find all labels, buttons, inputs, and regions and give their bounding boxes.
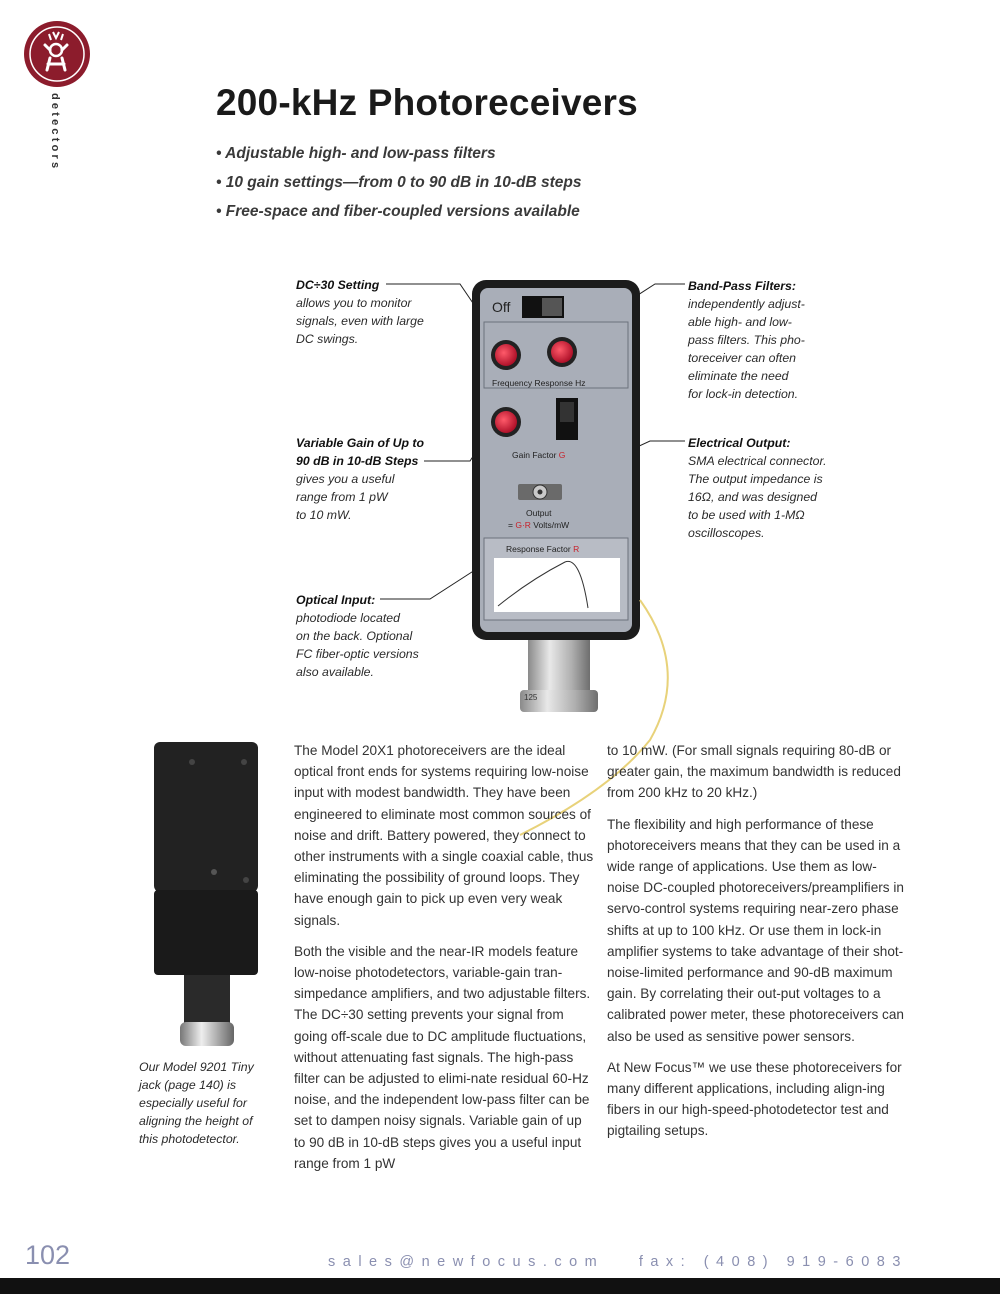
gain-symbol: G bbox=[558, 450, 566, 460]
feature-bullet: • Adjustable high- and low-pass filters bbox=[216, 145, 496, 162]
body-paragraph: Both the visible and the near-IR models feature low-noise photodetectors, variable-gain tran-simpedance amplifiers, and two adjustable filters. The DC÷30 setting prevents your signal from going off-scale due to DC amplitude fluctuations, without attenuating fast signals. The high-pass filter can be adjusted to elimi-nate residual 60-Hz noise, and the independent low-pass filter can be set to dampen noisy signals. Variable gain of up to 90 dB in 10-dB steps gives you a useful input range from 1 pW bbox=[294, 943, 591, 1171]
photo-caption: Our Model 9201 Tiny jack (page 140) is especially useful for aligning the height of this photodetector. bbox=[139, 1060, 254, 1146]
callout-optical-input: Optical Input: photodiode located on the back. Optional FC fiber-optic versions also available. bbox=[296, 591, 461, 681]
callout-heading: 90 dB in 10-dB Steps bbox=[296, 454, 419, 468]
response-factor-label: Response Factor bbox=[506, 544, 571, 554]
frequency-response-label: Frequency Response Hz bbox=[492, 378, 586, 388]
output-formula-suffix: Volts/mW bbox=[530, 520, 570, 530]
body-paragraph: to 10 mW. (For small signals requiring 80-dB or greater gain, the maximum bandwidth is reduced from 200 kHz to 20 kHz.) bbox=[607, 743, 901, 801]
callout-dc30-setting: DC÷30 Setting allows you to monitor signals, even with large DC swings. bbox=[296, 276, 456, 348]
callout-electrical-output: Electrical Output: SMA electrical connector. The output impedance is 16Ω, and was designed to be used with 1-MΩ oscilloscopes. bbox=[688, 434, 863, 542]
callout-heading: Band-Pass Filters: bbox=[688, 279, 796, 293]
section-tag: detectors bbox=[49, 93, 61, 172]
body-column-2 bbox=[607, 740, 905, 1152]
svg-text:Response Factor R bbox=[506, 544, 579, 554]
callout-heading: DC÷30 Setting bbox=[296, 278, 380, 292]
response-symbol: R bbox=[573, 544, 580, 554]
page-number: 102 bbox=[25, 1240, 71, 1270]
gain-factor-label: Gain Factor bbox=[512, 450, 557, 460]
callout-band-pass-filters: Band-Pass Filters: independently adjust- able high- and low- pass filters. This pho- toreceiver can often eliminate the need for lock-in detection. bbox=[688, 277, 853, 403]
tiny-jack-mount-photo bbox=[150, 740, 262, 1050]
body-paragraph: At New Focus™ we use these photoreceivers for many different applications, including align-ing fibers in our high-speed-photodetector test and pigtailing setups. bbox=[607, 1059, 902, 1139]
svg-text:= G·R Volts/mW bbox=[508, 520, 569, 530]
output-formula-prefix: = bbox=[508, 520, 516, 530]
callout-heading: Electrical Output: bbox=[688, 436, 791, 450]
body-column-1 bbox=[294, 740, 596, 1184]
svg-text:Gain Factor G bbox=[512, 450, 565, 460]
page-title: 200-kHz Photoreceivers bbox=[216, 82, 638, 123]
callout-heading: Variable Gain of Up to bbox=[296, 436, 424, 450]
output-label: Output bbox=[526, 508, 552, 518]
callout-heading: Optical Input: bbox=[296, 593, 376, 607]
callout-variable-gain: Variable Gain of Up to 90 dB in 10-dB Steps gives you a useful range from 1 pW to 10 mW. bbox=[296, 434, 461, 524]
feature-bullet: • 10 gain settings—from 0 to 90 dB in 10-dB steps bbox=[216, 174, 582, 191]
footer-contact: sales@newfocus.com fax: (408) 919-6083 bbox=[328, 1254, 908, 1270]
footer-bar bbox=[0, 1278, 1000, 1294]
feature-bullet: • Free-space and fiber-coupled versions available bbox=[216, 203, 580, 220]
switch-label: Off bbox=[492, 299, 511, 315]
body-paragraph: The flexibility and high performance of these photoreceivers means that they can be used in a wide range of applications. Use them as low-noise DC-coupled photoreceivers/preamplifiers in servo-control systems requiring near-zero phase shifts at up to 100 kHz. Or use them in lock-in amplifier systems to take advantage of their shot-noise-limited performance and 90-dB maximum gain. By correlating their out-put voltages to a calibrated power meter, these photoreceivers can also be used as sensitive power sensors. bbox=[607, 816, 904, 1044]
output-formula-symbol: G·R bbox=[515, 520, 531, 530]
base-label: 125 bbox=[524, 693, 538, 702]
body-paragraph: The Model 20X1 photoreceivers are the ideal optical front ends for systems requiring low-noise input with modest bandwidth. They have been engineered to eliminate most common sources of noise and drift. Battery powered, they connect to other instruments with a single coaxial cable, thus eliminating the possibility of ground loops. They have enough gain to pick up even very weak signals. bbox=[294, 743, 594, 928]
